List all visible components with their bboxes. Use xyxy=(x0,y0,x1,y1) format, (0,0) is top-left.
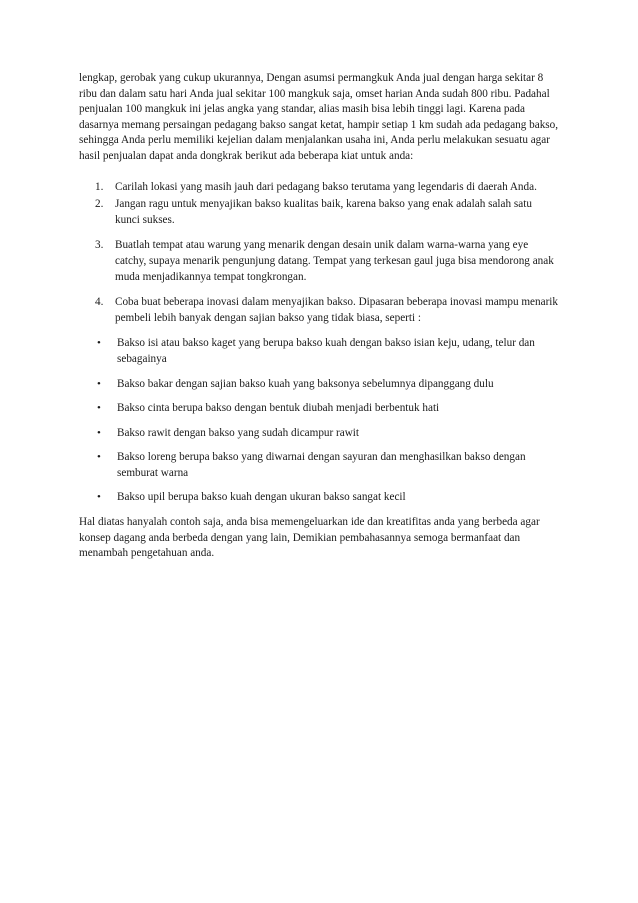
bullet-item-text: Bakso upil berupa bakso kuah dengan ukuran bakso sangat kecil xyxy=(117,491,406,504)
numbered-item xyxy=(95,238,559,285)
bullet-item xyxy=(97,426,559,442)
bullet-item-text: Bakso loreng berupa bakso yang diwarnai dengan sayuran dan menghasilkan bakso dengan semburat warna xyxy=(117,451,526,479)
list-number: 3. xyxy=(95,239,104,252)
list-number: 1. xyxy=(95,180,104,193)
list-number: 4. xyxy=(95,296,104,309)
bullet-item xyxy=(97,336,559,367)
bullet-item-text: Bakso bakar dengan sajian bakso kuah yang baksonya sebelumnya dipanggang dulu xyxy=(117,377,494,390)
numbered-item xyxy=(95,180,559,196)
bullet-item xyxy=(97,401,559,417)
bullet-item-text: Bakso rawit dengan bakso yang sudah dicampur rawit xyxy=(117,426,360,439)
bullet-item xyxy=(97,450,559,481)
numbered-list xyxy=(79,180,559,327)
numbered-item xyxy=(95,295,559,326)
document-page xyxy=(79,71,559,562)
bullet-icon: • xyxy=(97,337,101,350)
bullet-item-text: Bakso isi atau bakso kaget yang berupa bakso kuah dengan bakso isian keju, udang, telur dan sebagainya xyxy=(117,337,535,365)
numbered-item-text: Jangan ragu untuk menyajikan bakso kualitas baik, karena bakso yang enak adalah salah satu kunci sukses. xyxy=(115,198,532,226)
numbered-item-text: Coba buat beberapa inovasi dalam menyajikan bakso. Dipasaran beberapa inovasi mampu menarik pembeli lebih banyak dengan sajian bakso yang tidak biasa, seperti : xyxy=(115,296,558,324)
list-number: 2. xyxy=(95,198,104,211)
closing-paragraph: Hal diatas hanyalah contoh saja, anda bisa memengeluarkan ide dan kreatifitas anda yang berbeda agar konsep dagang anda berbeda dengan yang lain, Demikian pembahasannya semoga bermanfaat dan menambah pengetahuan anda. xyxy=(79,516,540,560)
bullet-icon: • xyxy=(97,491,101,504)
bullet-icon: • xyxy=(97,377,101,390)
bullet-icon: • xyxy=(97,451,101,464)
bullet-icon: • xyxy=(97,402,101,415)
numbered-item xyxy=(95,197,559,228)
bullet-item xyxy=(97,377,559,393)
bullet-item xyxy=(97,490,559,506)
bullet-item-text: Bakso cinta berupa bakso dengan bentuk diubah menjadi berbentuk hati xyxy=(117,402,440,415)
numbered-item-text: Carilah lokasi yang masih jauh dari pedagang bakso terutama yang legendaris di daerah Anda. xyxy=(115,180,537,193)
numbered-item-text: Buatlah tempat atau warung yang menarik dengan desain unik dalam warna-warna yang eye catchy, supaya menarik pengunjung datang. Tempat yang terkesan gaul juga bisa mendorong anak muda menjadikannya tempat tongkrongan. xyxy=(115,239,554,283)
intro-paragraph: lengkap, gerobak yang cukup ukurannya, Dengan asumsi permangkuk Anda jual dengan harga sekitar 8 ribu dan dalam satu hari Anda jual sekitar 100 mangkuk saja, omset harian Anda sudah 800 ribu. Padahal penjualan 100 mangkuk ini jelas angka yang standar, alias masih bisa lebih tinggi lagi. Karena pada dasarnya memang persaingan pedagang bakso sangat ketat, hampir setiap 1 km sudah ada pedagang bakso, sehingga Anda perlu memiliki kejelian dalam menjalankan usaha ini, Anda perlu melakukan sesuatu agar hasil penjualan dapat anda dongkrak berikut ada beberapa kiat untuk anda: xyxy=(79,72,559,162)
bullet-list xyxy=(79,336,559,506)
bullet-icon: • xyxy=(97,426,101,439)
